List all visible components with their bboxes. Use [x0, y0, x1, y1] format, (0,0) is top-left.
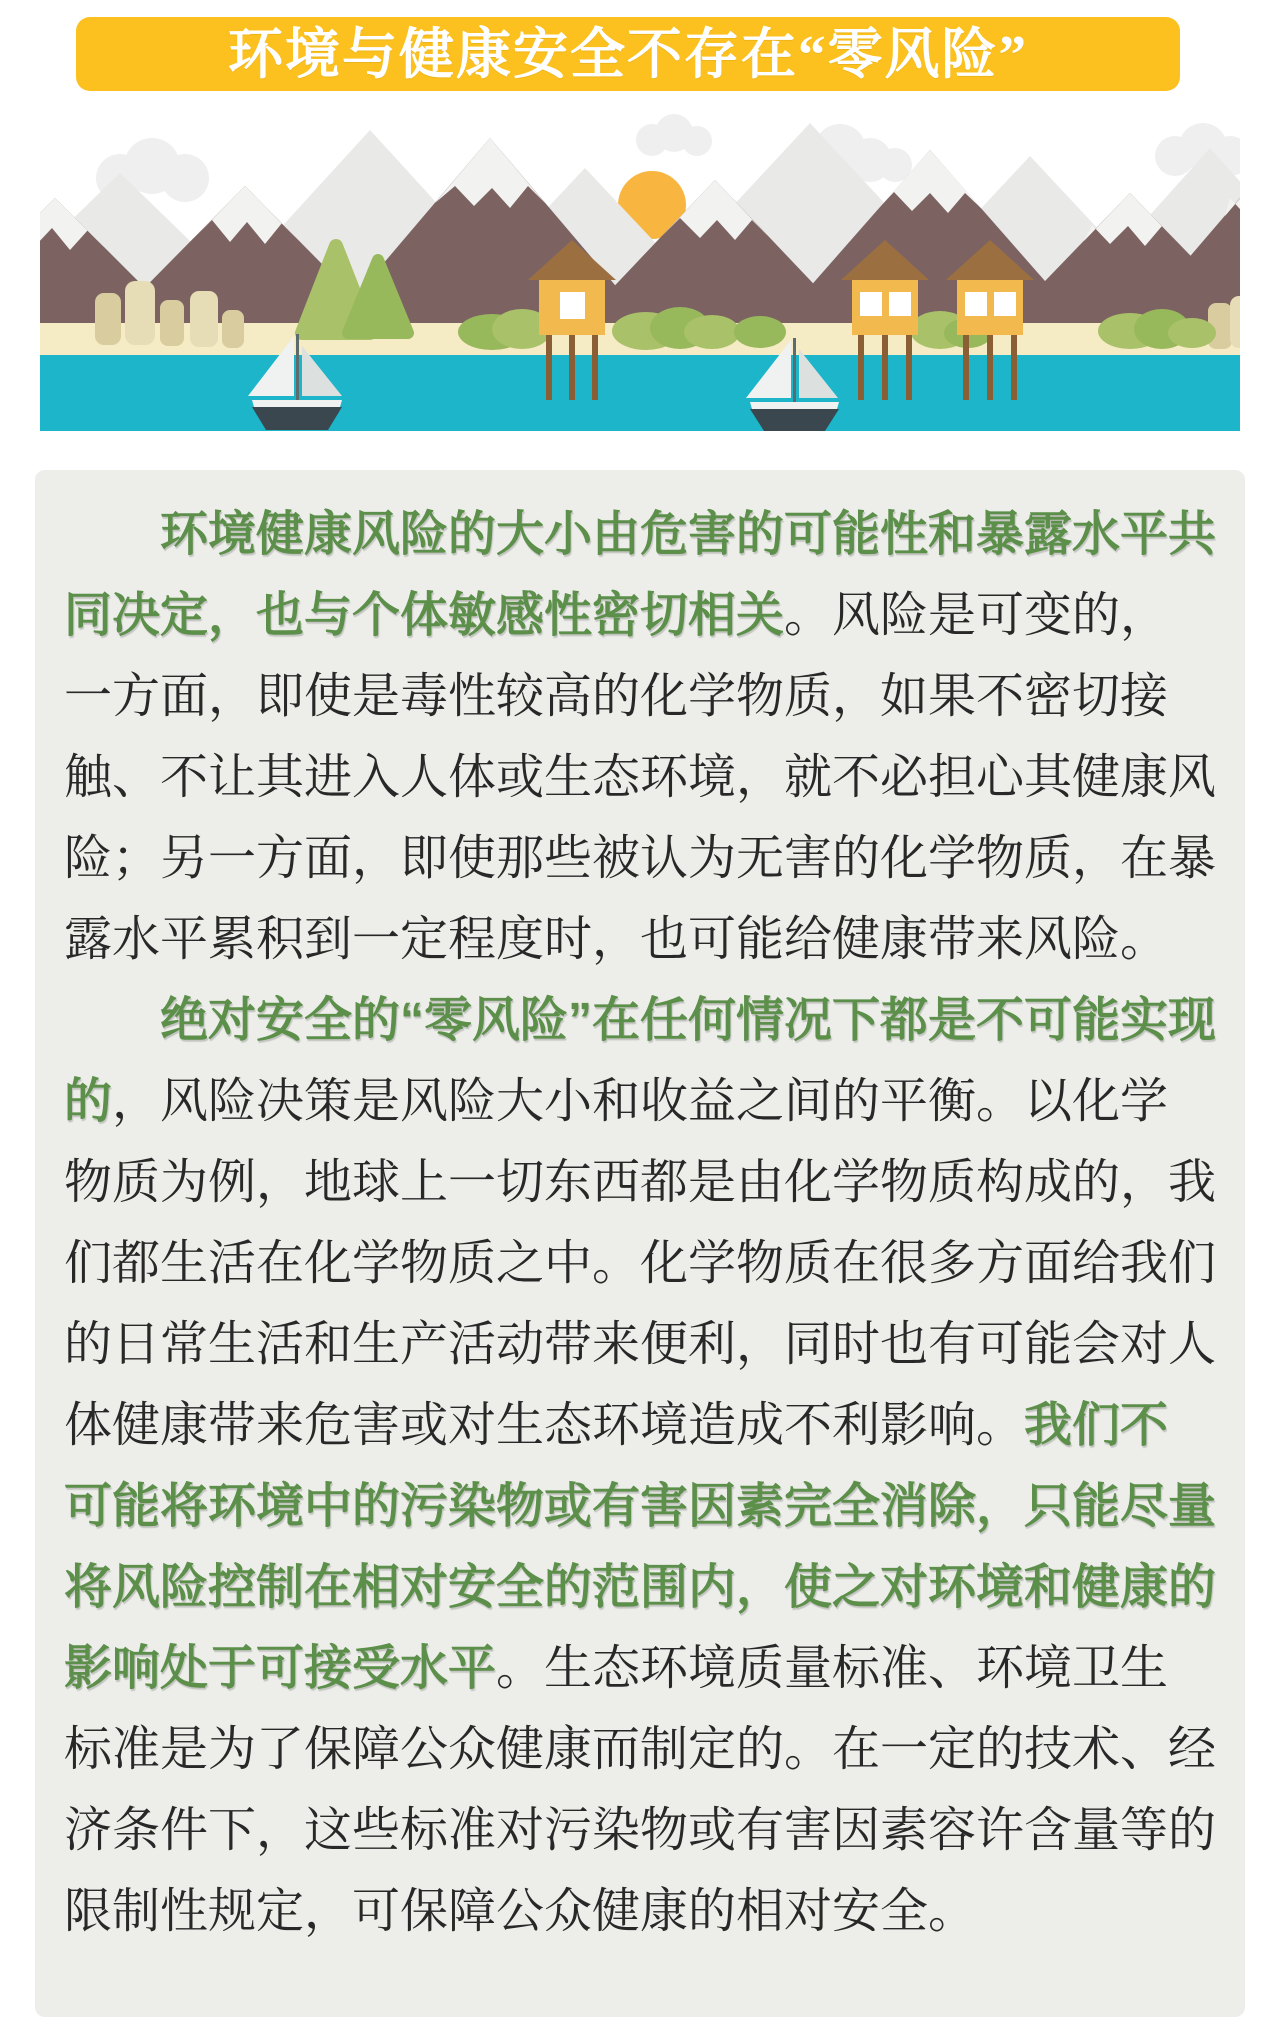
- cloud-icon: [636, 114, 712, 156]
- lake-water: [40, 355, 1240, 431]
- paragraph-segment-green: 环境健康风险的大小由危害的可能性和暴露水平共同决定，也与个体敏感性密切相关: [64, 508, 1217, 642]
- paragraph-segment-dark: 。生态环境质量标准、环境卫生标准是为了保障公众健康而制定的。在一定的技术、经济条件下，这些标准对污染物或有害因素容许含量等的限制性规定，可保障公众健康的相对安全。: [64, 1642, 1217, 1938]
- paragraph: [64, 494, 1216, 980]
- rock-icon: [1208, 296, 1240, 349]
- paragraph-segment-dark: 。风险是可变的，一方面，即使是毒性较高的化学物质，如果不密切接触、不让其进入人体或生态环境，就不必担心其健康风险；另一方面，即使那些被认为无害的化学物质，在暴露水平累积到一定程度时，也可能给健康带来风险。: [64, 589, 1217, 966]
- paragraph-segment-green: 绝对安全的“零风险”在任何情况下都是不可能实现的: [64, 994, 1217, 1128]
- landscape-svg: [40, 108, 1240, 445]
- article-panel: [35, 470, 1245, 2017]
- landscape-illustration: [40, 108, 1240, 445]
- article-body: [64, 494, 1216, 1952]
- paragraph: [64, 980, 1216, 1952]
- page-title: 环境与健康安全不存在“零风险”: [227, 23, 1028, 85]
- title-banner: [76, 17, 1180, 91]
- paragraph-segment-dark: ，风险决策是风险大小和收益之间的平衡。以化学物质为例，地球上一切东西都是由化学物质构成的，我们都生活在化学物质之中。化学物质在很多方面给我们的日常生活和生产活动带来便利，同时也有可能会对人体健康带来危害或对生态环境造成不利影响。: [64, 1075, 1217, 1452]
- paragraph-segment-green: 我们不可能将环境中的污染物或有害因素完全消除，只能尽量将风险控制在相对安全的范围内，使之对环境和健康的影响处于可接受水平: [64, 1399, 1217, 1695]
- bush-icon: [734, 316, 786, 348]
